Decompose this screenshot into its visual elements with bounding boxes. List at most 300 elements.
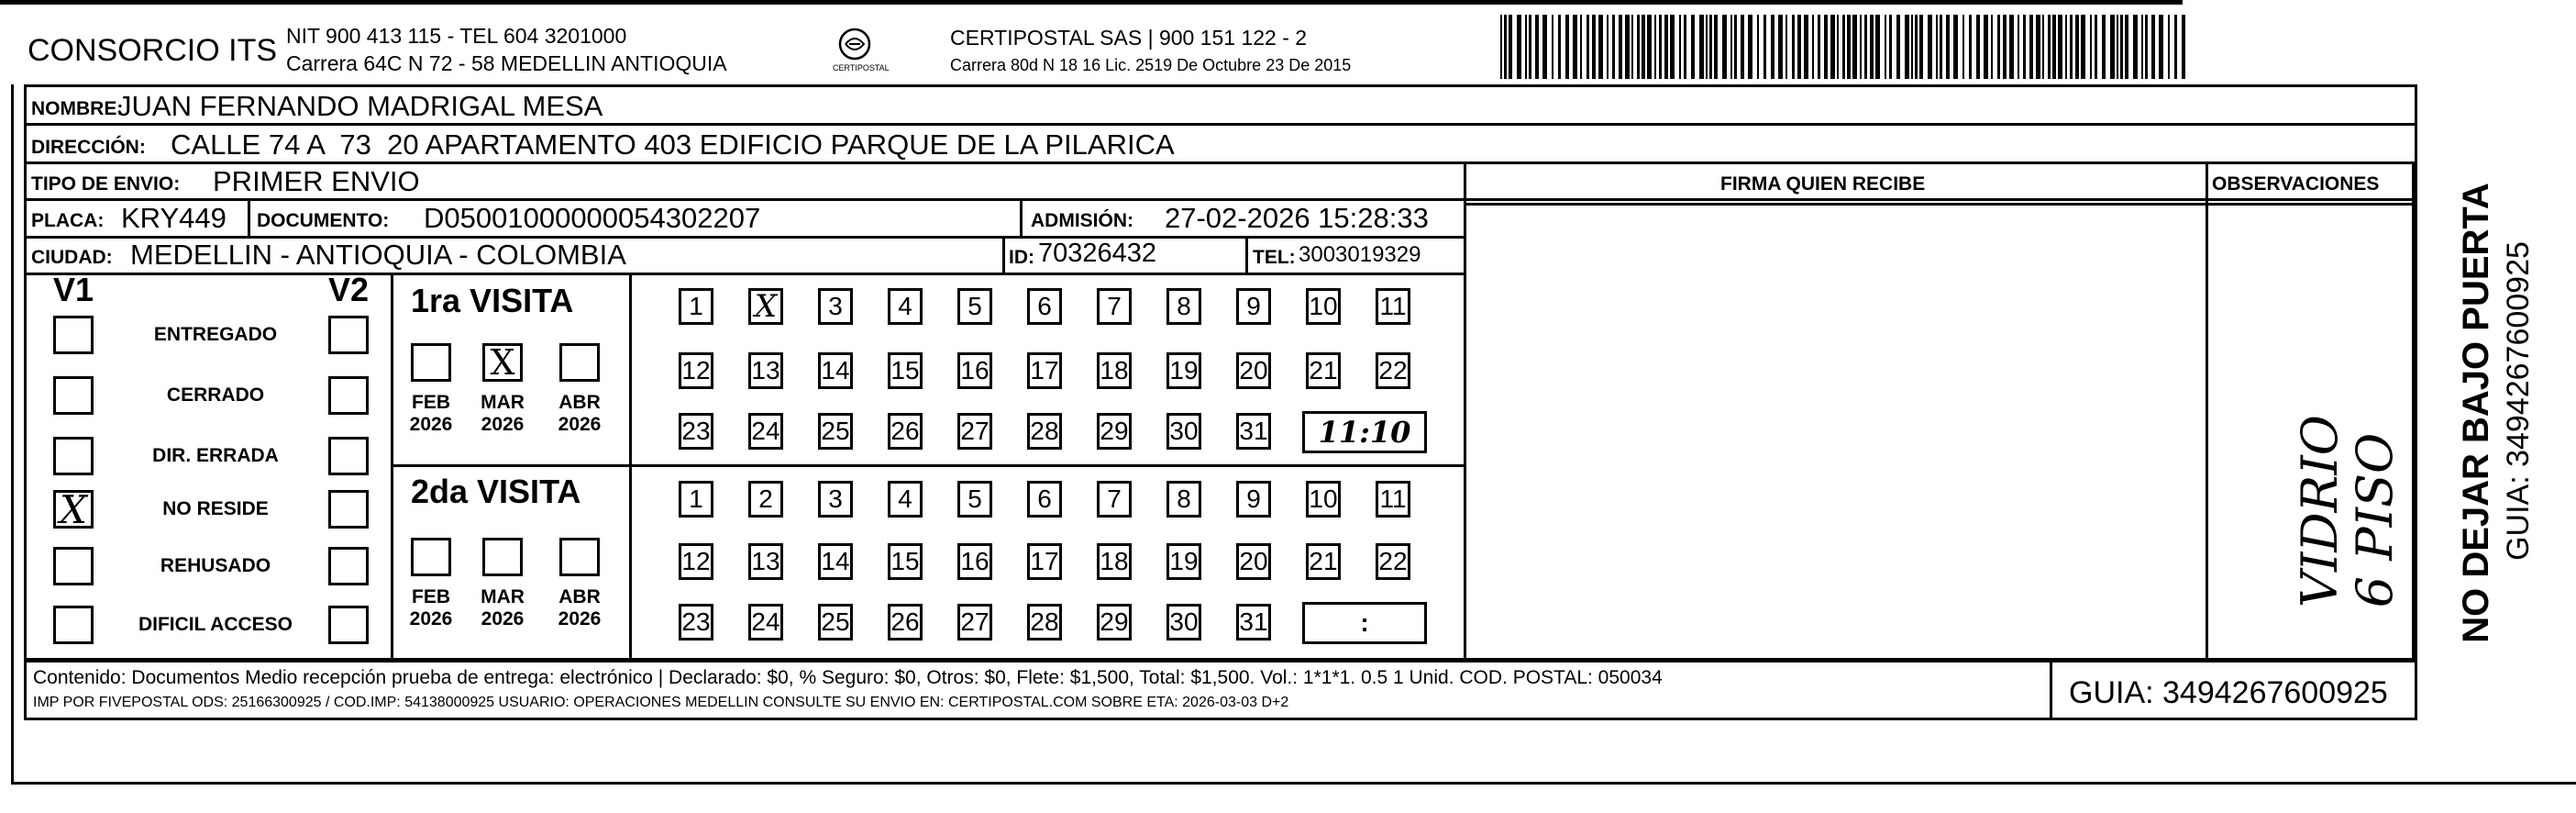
day-number: 9 <box>1246 292 1261 320</box>
footer-guia: GUIA: 3494267600925 <box>2069 675 2388 710</box>
barcode-bar <box>2029 15 2033 79</box>
barcode-bar <box>1885 15 1886 79</box>
day-number: 14 <box>821 356 850 384</box>
day-cell[interactable] <box>1097 288 1132 325</box>
barcode-bar <box>1691 15 1695 79</box>
barcode-bar <box>1748 15 1752 79</box>
status-v2-checkbox[interactable] <box>328 316 369 354</box>
day-number: 5 <box>967 292 982 320</box>
barcode-bar <box>1842 15 1845 79</box>
day-cell[interactable] <box>679 543 713 580</box>
month-year: 2026 <box>558 608 602 629</box>
day-number: 23 <box>681 607 711 636</box>
day-cell[interactable] <box>748 543 783 580</box>
col-line <box>2206 161 2208 660</box>
month-checkbox[interactable] <box>411 343 451 382</box>
day-cell[interactable] <box>1376 352 1410 389</box>
day-number: 13 <box>751 356 780 384</box>
barcode-bar <box>1984 15 1988 79</box>
status-label: CERRADO <box>166 384 265 406</box>
day-cell[interactable] <box>957 481 992 518</box>
status-label: NO RESIDE <box>162 498 269 519</box>
day-cell[interactable] <box>1376 543 1410 580</box>
day-cell[interactable] <box>679 604 713 640</box>
barcode-bar <box>1940 15 1942 79</box>
day-cell[interactable] <box>1097 604 1132 640</box>
day-cell[interactable] <box>1306 352 1341 389</box>
day-cell[interactable] <box>1027 604 1062 640</box>
barcode-bar <box>1659 15 1662 79</box>
day-cell[interactable] <box>1097 543 1132 580</box>
barcode-bar <box>1637 15 1640 79</box>
day-number: 10 <box>1309 484 1338 513</box>
day-cell[interactable] <box>888 543 923 580</box>
company-address: Carrera 64C N 72 - 58 MEDELLIN ANTIOQUIA <box>286 51 727 75</box>
barcode-bar <box>1936 15 1938 79</box>
barcode-bar <box>1542 15 1547 79</box>
day-number: 21 <box>1309 547 1338 575</box>
day-number: 22 <box>1378 547 1408 575</box>
barcode-bar <box>2120 15 2123 79</box>
barcode-bar <box>1864 15 1867 79</box>
barcode-bar <box>1812 15 1814 79</box>
barcode-bar <box>1824 15 1828 79</box>
col-line <box>2415 660 2417 720</box>
day-cell[interactable] <box>957 543 992 580</box>
barcode-bar <box>1558 15 1561 79</box>
col-line <box>2412 161 2415 660</box>
barcode-bar <box>1592 15 1596 79</box>
day-cell[interactable] <box>1236 288 1271 325</box>
barcode-bar <box>1598 15 1603 79</box>
day-cell[interactable] <box>888 604 923 640</box>
barcode-bar <box>2095 15 2097 79</box>
day-cell[interactable] <box>1166 543 1201 580</box>
month-checkbox[interactable] <box>482 538 523 576</box>
barcode-bar <box>2133 15 2138 79</box>
admision-value: 27-02-2026 15:28:33 <box>1165 202 1429 234</box>
day-cell[interactable] <box>888 413 923 450</box>
day-number: 1 <box>689 484 703 513</box>
visit1-time-box[interactable] <box>1302 411 1427 453</box>
day-cell[interactable] <box>818 604 853 640</box>
day-cell[interactable] <box>748 288 783 325</box>
barcode-bar <box>2174 15 2177 79</box>
month-year: 2026 <box>409 608 453 629</box>
day-cell[interactable] <box>1097 352 1132 389</box>
barcode-bar <box>1607 15 1609 79</box>
barcode-bar <box>1946 15 1950 79</box>
row-line <box>24 660 2417 663</box>
day-cell[interactable] <box>818 543 853 580</box>
day-cell[interactable] <box>1306 288 1341 325</box>
barcode-bar <box>1587 15 1589 79</box>
day-number: X <box>754 288 778 325</box>
day-number: 31 <box>1239 607 1268 636</box>
day-cell[interactable] <box>957 413 992 450</box>
barcode-bar <box>1734 15 1737 79</box>
day-number: 9 <box>1246 484 1261 513</box>
status-label: ENTREGADO <box>153 324 278 345</box>
documento-value: D05001000000054302207 <box>424 202 761 234</box>
day-number: 15 <box>890 356 920 384</box>
day-cell[interactable] <box>1166 413 1201 450</box>
barcode-bar <box>2117 15 2118 79</box>
day-cell[interactable] <box>748 604 783 640</box>
status-v2-checkbox[interactable] <box>328 490 369 529</box>
day-cell[interactable] <box>1376 288 1410 325</box>
day-cell[interactable] <box>818 481 853 518</box>
day-number: 16 <box>960 356 989 384</box>
barcode-bar <box>1830 15 1835 79</box>
day-cell[interactable] <box>1376 481 1410 518</box>
day-cell[interactable] <box>679 481 713 518</box>
status-label: REHUSADO <box>160 555 271 576</box>
barcode-bar <box>2159 15 2163 79</box>
day-cell[interactable] <box>957 604 992 640</box>
day-number: 15 <box>890 547 920 575</box>
barcode-bar <box>1654 15 1656 79</box>
observation-note-line1: VIDRIO <box>2291 415 2349 607</box>
barcode-bar <box>1889 15 1892 79</box>
barcode-bar <box>1525 15 1527 79</box>
day-number: 20 <box>1239 356 1268 384</box>
barcode-bar <box>2003 15 2007 79</box>
day-cell[interactable] <box>1236 604 1271 640</box>
barcode-bar <box>1860 15 1862 79</box>
barcode-bar <box>2042 15 2044 79</box>
day-number: 31 <box>1239 417 1268 445</box>
col-line <box>1464 161 1466 660</box>
barcode-bar <box>1976 15 1980 79</box>
month-checkbox[interactable] <box>559 538 600 576</box>
barcode-bar <box>1896 15 1900 79</box>
month-name: MAR <box>481 586 525 607</box>
barcode-bar <box>1565 15 1569 79</box>
barcode-bar <box>1709 15 1712 79</box>
barcode-bar <box>2090 15 2092 79</box>
day-cell[interactable] <box>748 481 783 518</box>
company-name: CONSORCIO ITS <box>28 33 278 68</box>
barcode-bar <box>1706 15 1708 79</box>
barcode-bar <box>1953 15 1958 79</box>
col-line <box>248 198 250 236</box>
barcode-bar <box>1529 15 1531 79</box>
barcode-bar <box>1915 15 1918 79</box>
day-number: 18 <box>1100 356 1129 384</box>
logo-text: CERTIPOSTAL <box>833 63 890 72</box>
barcode-bar <box>2151 15 2155 79</box>
barcode-bar <box>2125 15 2128 79</box>
barcode-bar <box>1573 15 1577 79</box>
barcode-bar <box>1612 15 1615 79</box>
col-line <box>1020 198 1023 236</box>
day-cell[interactable] <box>1236 352 1271 389</box>
barcode-bar <box>1517 15 1521 79</box>
barcode-bar <box>2058 15 2062 79</box>
barcode-bar <box>1837 15 1839 79</box>
barcode-bar <box>1911 15 1913 79</box>
day-number: 19 <box>1169 356 1199 384</box>
barcode-bar <box>1804 15 1808 79</box>
ciudad-label: CIUDAD: <box>31 247 113 268</box>
day-number: 4 <box>898 292 912 320</box>
status-v1-checkbox[interactable] <box>53 437 94 475</box>
barcode-bar <box>1699 15 1704 79</box>
day-number: 12 <box>681 547 711 575</box>
day-cell[interactable] <box>1027 413 1062 450</box>
month-name: ABR <box>558 392 601 413</box>
day-number: 5 <box>967 484 982 513</box>
tipo-label: TIPO DE ENVIO: <box>31 173 181 195</box>
barcode-bar <box>1905 15 1909 79</box>
barcode-bar <box>1875 15 1880 79</box>
day-number: 3 <box>828 292 843 320</box>
barcode-bar <box>1847 15 1851 79</box>
barcode-bar <box>2102 15 2106 79</box>
barcode-bar <box>1535 15 1539 79</box>
day-number: 14 <box>821 547 850 575</box>
barcode-bar <box>1664 15 1668 79</box>
day-cell[interactable] <box>1236 413 1271 450</box>
certipostal-line: CERTIPOSTAL SAS | 900 151 122 - 2 <box>950 26 1308 50</box>
barcode-bar <box>2110 15 2115 79</box>
barcode-bar <box>2048 15 2051 79</box>
id-value: 70326432 <box>1038 239 1157 268</box>
day-number: 28 <box>1030 607 1059 636</box>
admision-label: ADMISIÓN: <box>1031 210 1133 231</box>
status-v2-checkbox[interactable] <box>328 547 369 585</box>
barcode-bar <box>2075 15 2079 79</box>
day-cell[interactable] <box>1027 481 1062 518</box>
barcode-bar <box>1786 15 1787 79</box>
day-cell[interactable] <box>1306 481 1341 518</box>
certipostal-address: Carrera 80d N 18 16 Lic. 2519 De Octubre 23 De 2015 <box>950 56 1352 74</box>
day-number: 27 <box>960 417 989 445</box>
day-number: 2 <box>758 484 773 513</box>
company-nit: NIT 900 413 115 - TEL 604 3201000 <box>286 24 627 48</box>
col-line <box>1245 236 1248 273</box>
row-line <box>24 123 2417 126</box>
v2-header: V2 <box>328 271 370 308</box>
barcode-bar <box>2182 15 2185 79</box>
tel-value: 3003019329 <box>1299 242 1421 267</box>
barcode-bar <box>2081 15 2085 79</box>
status-v1-checkbox[interactable] <box>53 316 94 354</box>
ciudad-value: MEDELLIN - ANTIOQUIA - COLOMBIA <box>130 239 626 271</box>
day-cell[interactable] <box>1166 481 1201 518</box>
barcode <box>1500 15 2188 79</box>
day-number: 28 <box>1030 417 1059 445</box>
day-cell[interactable] <box>957 288 992 325</box>
status-v2-checkbox[interactable] <box>328 437 369 475</box>
day-cell[interactable] <box>888 288 923 325</box>
status-label: DIFICIL ACCESO <box>138 614 293 635</box>
day-cell[interactable] <box>1027 352 1062 389</box>
day-number: 13 <box>751 547 780 575</box>
barcode-bar <box>1969 15 1972 79</box>
day-cell[interactable] <box>1027 543 1062 580</box>
observation-note-line2: 6 PISO <box>2346 432 2404 608</box>
day-number: 7 <box>1107 484 1122 513</box>
day-number: 10 <box>1309 292 1338 320</box>
day-number: 26 <box>890 607 920 636</box>
day-cell[interactable] <box>679 288 713 325</box>
barcode-bar <box>1619 15 1622 79</box>
month-name: FEB <box>412 586 450 607</box>
barcode-bar <box>1625 15 1630 79</box>
day-cell[interactable] <box>748 413 783 450</box>
barcode-bar <box>2052 15 2056 79</box>
placa-label: PLACA: <box>31 210 105 231</box>
month-checkbox[interactable] <box>559 343 600 382</box>
day-cell[interactable] <box>818 288 853 325</box>
day-number: 11 <box>1379 484 1407 513</box>
status-v1-checkbox[interactable] <box>53 547 94 585</box>
day-number: 6 <box>1037 484 1052 513</box>
day-cell[interactable] <box>957 352 992 389</box>
visit2-time-box[interactable] <box>1302 602 1427 644</box>
barcode-bar <box>1500 15 1502 79</box>
certipostal-logo-icon <box>836 26 873 62</box>
tipo-value: PRIMER ENVIO <box>213 165 420 197</box>
month-checkbox[interactable] <box>411 538 451 576</box>
nombre-label: NOMBRE: <box>31 98 124 119</box>
barcode-bar <box>1797 15 1801 79</box>
month-year: 2026 <box>481 608 525 629</box>
day-cell[interactable] <box>1097 481 1132 518</box>
month-name: MAR <box>481 392 525 413</box>
v1-header: V1 <box>53 271 94 308</box>
day-number: 6 <box>1037 292 1052 320</box>
left-edge-line <box>11 84 14 782</box>
day-number: 8 <box>1177 484 1191 513</box>
barcode-bar <box>1792 15 1795 79</box>
day-cell[interactable] <box>1097 413 1132 450</box>
top-edge-line <box>0 0 2183 5</box>
status-v2-checkbox[interactable] <box>328 376 369 415</box>
firma-header: FIRMA QUIEN RECIBE <box>1720 173 1926 195</box>
barcode-bar <box>1730 15 1732 79</box>
day-number: 29 <box>1100 607 1129 636</box>
barcode-bar <box>1722 15 1727 79</box>
footer-contenido: Contenido: Documentos Medio recepción prueba de entrega: electrónico | Declarado: $0, % Seguro: $0, Otros: $0, Flete: $1,500, Total: $1,500. Vol.: 1*1*1. 0.5 1 Unid. COD. POSTAL: 050034 <box>33 667 1663 688</box>
day-cell[interactable] <box>1306 543 1341 580</box>
barcode-bar <box>1679 15 1681 79</box>
row-line <box>24 718 2417 720</box>
bottom-edge-line <box>11 782 2576 785</box>
barcode-bar <box>2018 15 2019 79</box>
status-label: DIR. ERRADA <box>152 445 279 466</box>
day-cell[interactable] <box>1166 352 1201 389</box>
day-cell[interactable] <box>748 352 783 389</box>
placa-value: KRY449 <box>121 202 227 234</box>
barcode-bar <box>1771 15 1774 79</box>
row-line <box>24 198 2417 201</box>
month-name: FEB <box>412 392 450 413</box>
barcode-bar <box>1928 15 1932 79</box>
day-number: 25 <box>821 607 850 636</box>
barcode-bar <box>2023 15 2026 79</box>
barcode-bar <box>1818 15 1820 79</box>
barcode-bar <box>1852 15 1857 79</box>
day-cell[interactable] <box>1236 543 1271 580</box>
col-line <box>1002 236 1005 273</box>
day-number: 3 <box>828 484 843 513</box>
barcode-bar <box>1997 15 2000 79</box>
day-number: 4 <box>898 484 912 513</box>
barcode-bar <box>1757 15 1759 79</box>
status-v1-checkbox[interactable] <box>53 376 94 415</box>
barcode-bar <box>1763 15 1766 79</box>
visit1-time: 11:10 <box>1318 415 1411 450</box>
status-v1-checkbox[interactable] <box>53 606 94 644</box>
day-cell[interactable] <box>818 352 853 389</box>
day-number: 17 <box>1030 356 1059 384</box>
direccion-value: CALLE 74 A 73 20 APARTAMENTO 403 EDIFICIO PARQUE DE LA PILARICA <box>171 128 1175 161</box>
status-v1-checkbox[interactable] <box>53 486 94 532</box>
day-cell[interactable] <box>888 481 923 518</box>
day-number: 16 <box>960 547 989 575</box>
month-checkbox[interactable] <box>482 343 523 382</box>
day-number: 24 <box>751 417 780 445</box>
barcode-bar <box>2009 15 2014 79</box>
day-number: 30 <box>1169 607 1199 636</box>
month-year: 2026 <box>558 414 602 435</box>
day-number: 7 <box>1107 292 1122 320</box>
day-number: 20 <box>1239 547 1268 575</box>
day-cell[interactable] <box>888 352 923 389</box>
month-year: 2026 <box>481 414 525 435</box>
barcode-bar <box>1991 15 1993 79</box>
id-label: ID: <box>1009 247 1034 268</box>
day-cell[interactable] <box>679 413 713 450</box>
barcode-bar <box>2070 15 2073 79</box>
barcode-bar <box>1962 15 1964 79</box>
barcode-bar <box>1670 15 1675 79</box>
side-warning: NO DEJAR BAJO PUERTA <box>2456 183 2496 643</box>
row-line <box>24 161 2417 164</box>
col-line <box>24 660 27 720</box>
day-cell[interactable] <box>1027 288 1062 325</box>
tel-label: TEL: <box>1253 247 1296 268</box>
barcode-bar <box>1714 15 1718 79</box>
visit2-title: 2da VISITA <box>411 473 581 510</box>
row-line <box>391 464 1464 467</box>
day-number: 18 <box>1100 547 1129 575</box>
day-cell[interactable] <box>1236 481 1271 518</box>
barcode-bar <box>2036 15 2040 79</box>
barcode-bar <box>2141 15 2143 79</box>
visit2-time: : <box>1360 608 1369 637</box>
day-cell[interactable] <box>1166 604 1201 640</box>
col-line <box>2050 660 2052 720</box>
day-number: 23 <box>681 417 711 445</box>
day-number: 1 <box>689 292 703 320</box>
month-year: 2026 <box>409 414 453 435</box>
barcode-bar <box>1684 15 1686 79</box>
day-cell[interactable] <box>1166 288 1201 325</box>
barcode-bar <box>1504 15 1507 79</box>
day-cell[interactable] <box>818 413 853 450</box>
day-number: 29 <box>1100 417 1129 445</box>
side-guia: GUIA: 3494267600925 <box>2501 241 2536 561</box>
day-cell[interactable] <box>679 352 713 389</box>
status-v2-checkbox[interactable] <box>328 606 369 644</box>
observaciones-header: OBSERVACIONES <box>2212 173 2380 195</box>
col-line <box>629 273 632 660</box>
barcode-bar <box>1919 15 1923 79</box>
